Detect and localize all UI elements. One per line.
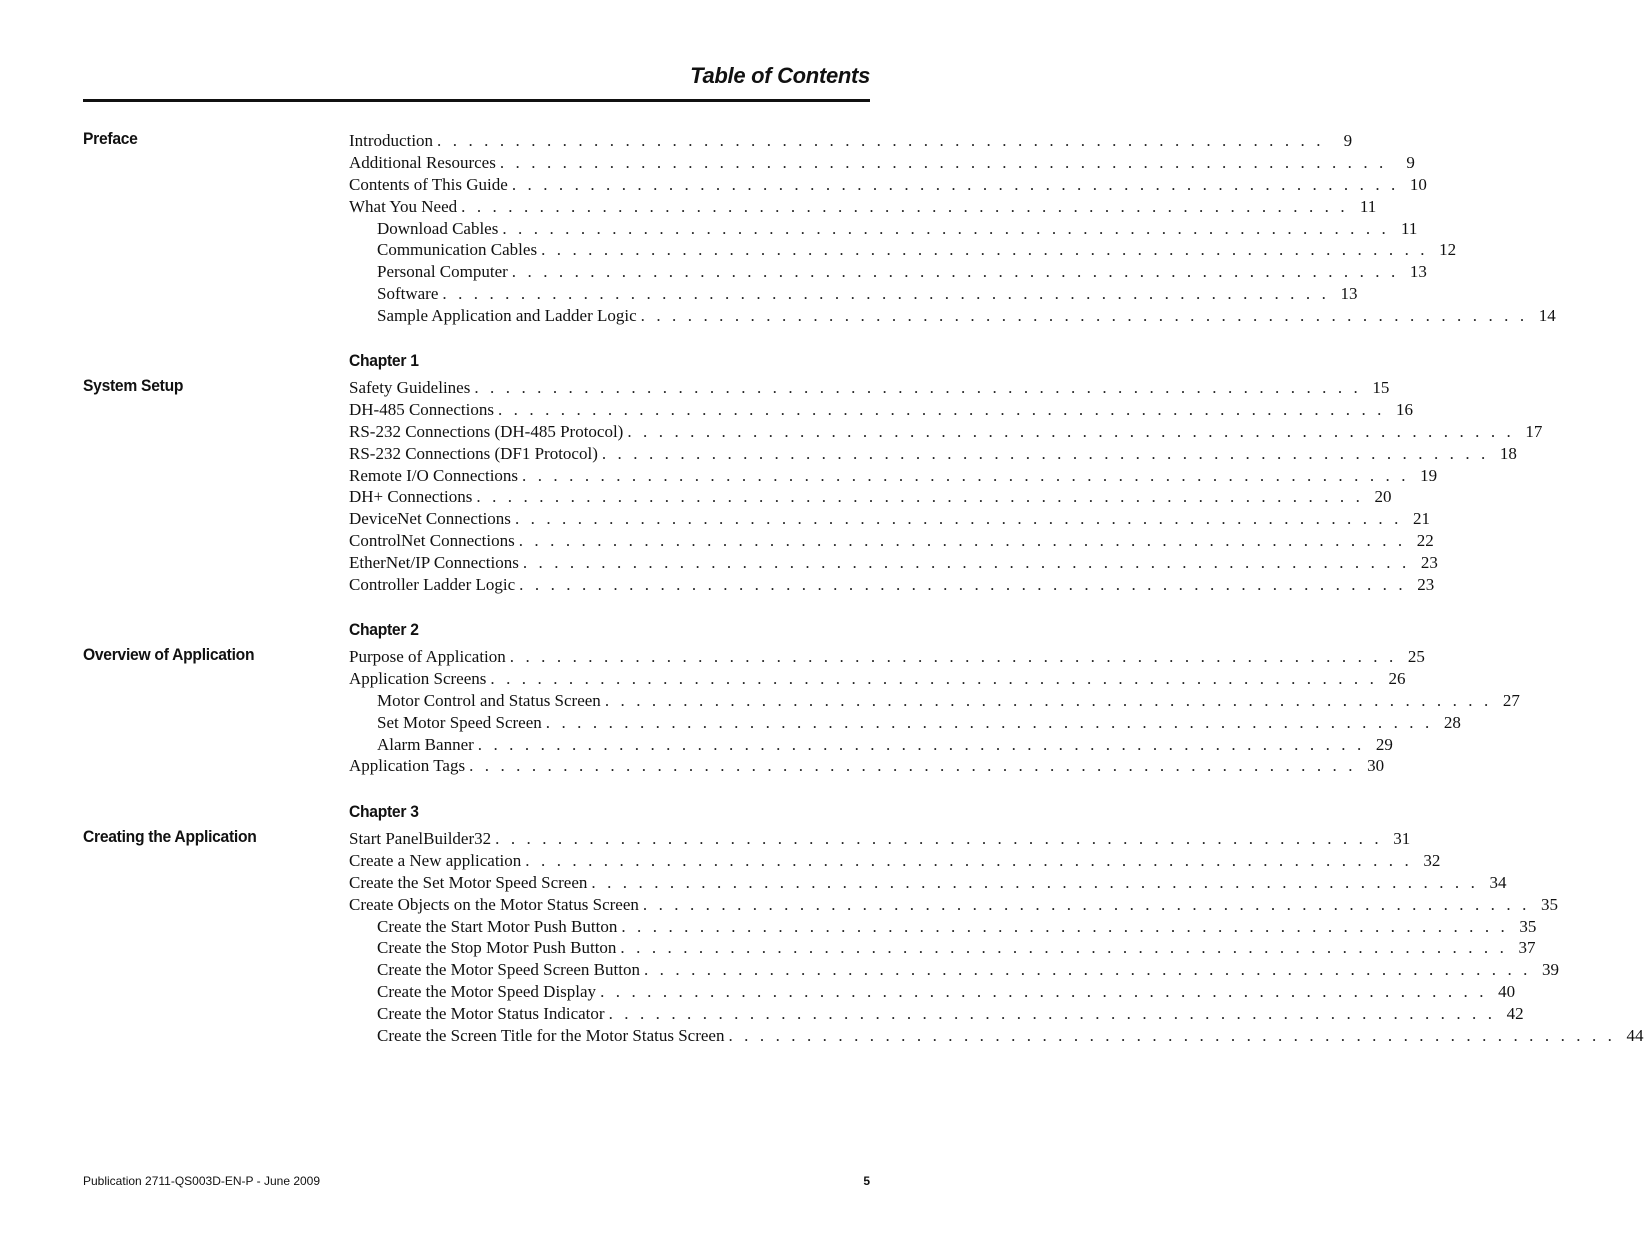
- toc-entry[interactable]: [349, 828, 1411, 850]
- page-title: Table of Contents: [690, 63, 870, 88]
- toc-entry[interactable]: [349, 305, 1556, 327]
- toc-entry-title: Alarm Banner: [377, 734, 474, 754]
- chapter-label: Chapter 3: [349, 802, 419, 821]
- entry-list: [349, 646, 1520, 777]
- dot-leader: . . . . . . . . . . . . . . . . . . . . . . . . . . . . . . . . . . . . . . . . . . . . . . . . . . . . . . . . .: [514, 509, 1402, 529]
- dot-leader: . . . . . . . . . . . . . . . . . . . . . . . . . . . . . . . . . . . . . . . . . . . . . . . . . . . . . . . . .: [469, 756, 1357, 776]
- toc-entry-page: 35: [1540, 894, 1558, 914]
- entry-list: [349, 828, 1644, 1047]
- dot-leader: . . . . . . . . . . . . . . . . . . . . . . . . . . . . . . . . . . . . . . . . . . . . . . . . . . . . . . . . .: [627, 421, 1515, 441]
- toc-entry-title: Contents of This Guide: [349, 174, 508, 194]
- footer-page-number: 5: [863, 1174, 870, 1188]
- toc-entry[interactable]: [349, 916, 1537, 938]
- toc-entry-page: 14: [1538, 306, 1556, 326]
- toc-entry-page: 30: [1367, 756, 1385, 776]
- toc-entry[interactable]: [349, 174, 1427, 196]
- section-label: Preface: [83, 129, 138, 148]
- toc-entry[interactable]: [349, 959, 1560, 981]
- toc-entry[interactable]: [349, 646, 1425, 668]
- toc-entry-page: 11: [1401, 218, 1418, 238]
- toc-entry[interactable]: [349, 574, 1435, 596]
- dot-leader: . . . . . . . . . . . . . . . . . . . . . . . . . . . . . . . . . . . . . . . . . . . . . . . . . . . . . . . . .: [545, 712, 1433, 732]
- toc-entry[interactable]: [349, 755, 1385, 777]
- dot-leader: . . . . . . . . . . . . . . . . . . . . . . . . . . . . . . . . . . . . . . . . . . . . . . . . . . . . . . . . .: [601, 443, 1489, 463]
- toc-entry-page: 31: [1393, 829, 1411, 848]
- toc-entry-title: DH-485 Connections: [349, 399, 494, 419]
- dot-leader: . . . . . . . . . . . . . . . . . . . . . . . . . . . . . . . . . . . . . . . . . . . . . . . . . . . . . . . . .: [728, 1026, 1616, 1046]
- toc-entry-title: Additional Resources: [349, 152, 496, 172]
- toc-entry[interactable]: [349, 1025, 1644, 1047]
- toc-entry-title: Remote I/O Connections: [349, 465, 519, 485]
- dot-leader: . . . . . . . . . . . . . . . . . . . . . . . . . . . . . . . . . . . . . . . . . . . . . . . . . . . . . . . . .: [621, 916, 1509, 936]
- chapter-label: Chapter 1: [349, 351, 419, 370]
- toc-entry-title: Introduction: [349, 131, 434, 150]
- dot-leader: . . . . . . . . . . . . . . . . . . . . . . . . . . . . . . . . . . . . . . . . . . . . . . . . . . . . . . . . .: [608, 1004, 1496, 1024]
- toc-entry-page: 22: [1416, 531, 1434, 551]
- toc-entry[interactable]: [349, 421, 1543, 443]
- toc-entry-page: 20: [1374, 487, 1392, 507]
- chapter-label: Chapter 2: [349, 620, 419, 639]
- toc-entry[interactable]: [349, 668, 1406, 690]
- toc-entry[interactable]: [349, 152, 1415, 174]
- entry-list: [349, 130, 1556, 327]
- toc-entry-page: 32: [1423, 850, 1441, 870]
- dot-leader: . . . . . . . . . . . . . . . . . . . . . . . . . . . . . . . . . . . . . . . . . . . . . . . . . . . . . . . . .: [642, 894, 1530, 914]
- title-rule: [83, 99, 870, 102]
- toc-entry[interactable]: [349, 850, 1441, 872]
- toc-entry-page: 11: [1359, 196, 1377, 216]
- toc-entry-page: 12: [1439, 240, 1457, 260]
- toc-entry[interactable]: [349, 218, 1418, 240]
- toc-entry-page: 16: [1396, 399, 1414, 419]
- dot-leader: . . . . . . . . . . . . . . . . . . . . . . . . . . . . . . . . . . . . . . . . . . . . . . . . . . . . . . . . .: [640, 306, 1528, 326]
- toc-entry-page: 18: [1499, 443, 1517, 463]
- dot-leader: . . . . . . . . . . . . . . . . . . . . . . . . . . . . . . . . . . . . . . . . . . . . . . . . . . . . . . . . .: [490, 668, 1378, 688]
- dot-leader: . . . . . . . . . . . . . . . . . . . . . . . . . . . . . . . . . . . . . . . . . . . . . . . . . . . . . . . . .: [600, 982, 1488, 1002]
- toc-entry-page: 15: [1372, 378, 1390, 397]
- toc-entry-page: 17: [1525, 421, 1543, 441]
- toc-entry-page: 26: [1388, 668, 1406, 688]
- toc-entry[interactable]: [349, 981, 1516, 1003]
- toc-entry-page: 9: [1343, 131, 1353, 150]
- toc-entry-page: 29: [1375, 734, 1393, 754]
- section-label: Creating the Application: [83, 827, 257, 846]
- toc-entry-title: Set Motor Speed Screen: [377, 712, 542, 732]
- toc-entry[interactable]: [349, 239, 1457, 261]
- toc-entry-title: Safety Guidelines: [349, 378, 471, 397]
- toc-entry-title: Motor Control and Status Screen: [377, 690, 601, 710]
- toc-entry-page: 13: [1340, 284, 1358, 304]
- toc-entry-title: Personal Computer: [377, 262, 508, 282]
- toc-entry-title: Purpose of Application: [349, 647, 506, 666]
- toc-entry[interactable]: [349, 712, 1461, 734]
- dot-leader: . . . . . . . . . . . . . . . . . . . . . . . . . . . . . . . . . . . . . . . . . . . . . . . . . . . . . . . . .: [519, 575, 1407, 595]
- dot-leader: . . . . . . . . . . . . . . . . . . . . . . . . . . . . . . . . . . . . . . . . . . . . . . . . . . . . . . . . .: [495, 829, 1383, 848]
- toc-entry[interactable]: [349, 486, 1392, 508]
- toc-entry-page: 35: [1519, 916, 1537, 936]
- toc-entry-page: 27: [1502, 690, 1520, 710]
- toc-entry-page: 25: [1407, 647, 1425, 666]
- toc-entry-title: Create the Motor Speed Display: [377, 982, 597, 1002]
- toc-entry[interactable]: [349, 690, 1520, 712]
- toc-entry-title: ControlNet Connections: [349, 531, 515, 551]
- dot-leader: . . . . . . . . . . . . . . . . . . . . . . . . . . . . . . . . . . . . . . . . . . . . . . . . . . . . . . . . .: [442, 284, 1330, 304]
- dot-leader: . . . . . . . . . . . . . . . . . . . . . . . . . . . . . . . . . . . . . . . . . . . . . . . . . . . . . . . . .: [502, 218, 1390, 238]
- dot-leader: . . . . . . . . . . . . . . . . . . . . . . . . . . . . . . . . . . . . . . . . . . . . . . . . . . . . . . . . .: [477, 734, 1365, 754]
- dot-leader: . . . . . . . . . . . . . . . . . . . . . . . . . . . . . . . . . . . . . . . . . . . . . . . . . . . . . . . . .: [474, 378, 1362, 397]
- toc-entry[interactable]: [349, 130, 1353, 152]
- dot-leader: . . . . . . . . . . . . . . . . . . . . . . . . . . . . . . . . . . . . . . . . . . . . . . . . . . . . . . . . .: [643, 960, 1532, 980]
- toc-entry-page: 28: [1443, 712, 1461, 732]
- toc-entry-page: 23: [1417, 575, 1435, 595]
- toc-entry[interactable]: [349, 377, 1390, 399]
- toc-entry[interactable]: [349, 894, 1558, 916]
- toc-entry-title: Controller Ladder Logic: [349, 575, 516, 595]
- section-label: Overview of Application: [83, 645, 255, 664]
- toc-entry-title: RS-232 Connections (DH-485 Protocol): [349, 421, 624, 441]
- dot-leader: . . . . . . . . . . . . . . . . . . . . . . . . . . . . . . . . . . . . . . . . . . . . . . . . . . . . . . . . .: [604, 690, 1492, 710]
- toc-entry-page: 13: [1409, 262, 1427, 282]
- toc-entry-title: Application Screens: [349, 668, 487, 688]
- toc-entry-title: Create the Start Motor Push Button: [377, 916, 618, 936]
- dot-leader: . . . . . . . . . . . . . . . . . . . . . . . . . . . . . . . . . . . . . . . . . . . . . . . . . . . . . . . . .: [437, 131, 1325, 150]
- toc-entry-title: EtherNet/IP Connections: [349, 553, 519, 573]
- dot-leader: . . . . . . . . . . . . . . . . . . . . . . . . . . . . . . . . . . . . . . . . . . . . . . . . . . . . . . . . .: [511, 174, 1399, 194]
- dot-leader: . . . . . . . . . . . . . . . . . . . . . . . . . . . . . . . . . . . . . . . . . . . . . . . . . . . . . . . . .: [461, 196, 1349, 216]
- toc-entry-title: Sample Application and Ladder Logic: [377, 306, 637, 326]
- toc-entry-page: 42: [1506, 1004, 1524, 1024]
- toc-entry-title: What You Need: [349, 196, 458, 216]
- dot-leader: . . . . . . . . . . . . . . . . . . . . . . . . . . . . . . . . . . . . . . . . . . . . . . . . . . . . . . . . .: [591, 872, 1479, 892]
- dot-leader: . . . . . . . . . . . . . . . . . . . . . . . . . . . . . . . . . . . . . . . . . . . . . . . . . . . . . . . . .: [499, 152, 1387, 172]
- toc-entry-title: Start PanelBuilder32: [349, 829, 492, 848]
- toc-entry[interactable]: [349, 508, 1430, 530]
- dot-leader: . . . . . . . . . . . . . . . . . . . . . . . . . . . . . . . . . . . . . . . . . . . . . . . . . . . . . . . . .: [522, 553, 1410, 573]
- toc-entry-page: 9: [1406, 152, 1415, 172]
- toc-entry[interactable]: [349, 1003, 1524, 1025]
- toc-entry[interactable]: [349, 196, 1377, 218]
- toc-entry-title: DeviceNet Connections: [349, 509, 511, 529]
- toc-entry-title: Create the Stop Motor Push Button: [377, 938, 617, 958]
- footer-publication: Publication 2711-QS003D-EN-P - June 2009: [83, 1174, 321, 1188]
- toc-entry-page: 40: [1498, 982, 1516, 1002]
- dot-leader: . . . . . . . . . . . . . . . . . . . . . . . . . . . . . . . . . . . . . . . . . . . . . . . . . . . . . . . . .: [511, 262, 1399, 282]
- toc-entry-page: 34: [1489, 872, 1507, 892]
- toc-entry-page: 19: [1420, 465, 1438, 485]
- dot-leader: . . . . . . . . . . . . . . . . . . . . . . . . . . . . . . . . . . . . . . . . . . . . . . . . . . . . . . . . .: [522, 465, 1410, 485]
- toc-entry-title: Create the Motor Speed Screen Button: [377, 960, 640, 980]
- dot-leader: . . . . . . . . . . . . . . . . . . . . . . . . . . . . . . . . . . . . . . . . . . . . . . . . . . . . . . . . .: [620, 938, 1508, 958]
- dot-leader: . . . . . . . . . . . . . . . . . . . . . . . . . . . . . . . . . . . . . . . . . . . . . . . . . . . . . . . . .: [541, 240, 1429, 260]
- toc-entry[interactable]: [349, 283, 1358, 305]
- toc-entry-title: Download Cables: [377, 218, 499, 238]
- toc-entry-title: Software: [377, 284, 439, 304]
- toc-entry[interactable]: [349, 465, 1438, 487]
- toc-entry-page: 39: [1542, 960, 1560, 980]
- dot-leader: . . . . . . . . . . . . . . . . . . . . . . . . . . . . . . . . . . . . . . . . . . . . . . . . . . . . . . . . .: [497, 399, 1386, 419]
- toc-entry-title: Application Tags: [349, 756, 466, 776]
- toc-entry[interactable]: [349, 552, 1438, 574]
- dot-leader: . . . . . . . . . . . . . . . . . . . . . . . . . . . . . . . . . . . . . . . . . . . . . . . . . . . . . . . . .: [476, 487, 1364, 507]
- dot-leader: . . . . . . . . . . . . . . . . . . . . . . . . . . . . . . . . . . . . . . . . . . . . . . . . . . . . . . . . .: [525, 850, 1413, 870]
- toc-entry-title: DH+ Connections: [349, 487, 473, 507]
- toc-entry-title: Create the Screen Title for the Motor Status Screen: [377, 1026, 725, 1046]
- toc-entry[interactable]: [349, 734, 1393, 756]
- section-label: System Setup: [83, 376, 184, 395]
- toc-entry-title: RS-232 Connections (DF1 Protocol): [349, 443, 598, 463]
- toc-entry-title: Create the Set Motor Speed Screen: [349, 872, 588, 892]
- toc-entry[interactable]: [349, 261, 1427, 283]
- toc-entry[interactable]: [349, 443, 1517, 465]
- entry-list: [349, 377, 1543, 596]
- toc-entry-page: 37: [1518, 938, 1536, 958]
- toc-entry[interactable]: [349, 937, 1536, 959]
- toc-entry-page: 23: [1420, 553, 1438, 573]
- toc-entry[interactable]: [349, 530, 1434, 552]
- toc-entry-page: 10: [1409, 174, 1427, 194]
- dot-leader: . . . . . . . . . . . . . . . . . . . . . . . . . . . . . . . . . . . . . . . . . . . . . . . . . . . . . . . . .: [509, 647, 1397, 666]
- toc-entry-title: Create Objects on the Motor Status Screen: [349, 894, 639, 914]
- toc-entry-title: Communication Cables: [377, 240, 538, 260]
- toc-entry-title: Create the Motor Status Indicator: [377, 1004, 605, 1024]
- toc-entry-page: 21: [1413, 509, 1430, 529]
- toc-entry-title: Create a New application: [349, 850, 522, 870]
- toc-entry-page: 44: [1626, 1026, 1644, 1046]
- toc-entry[interactable]: [349, 872, 1507, 894]
- toc-entry[interactable]: [349, 399, 1414, 421]
- dot-leader: . . . . . . . . . . . . . . . . . . . . . . . . . . . . . . . . . . . . . . . . . . . . . . . . . . . . . . . . .: [518, 531, 1406, 551]
